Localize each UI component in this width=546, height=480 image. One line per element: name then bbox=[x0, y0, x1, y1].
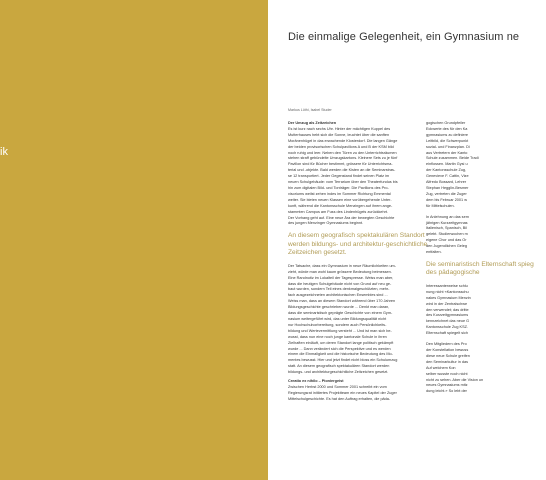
text-line: Eine Randnotiz im Lokalteil der Tagespresse. Weiss man aber, bbox=[288, 275, 394, 280]
text-line: den verwendet; das dritte bbox=[426, 307, 469, 312]
text-line: wird in der Zentralschwe bbox=[426, 301, 468, 306]
text-line: terial und -objekte. Bald werden die Kisten an die Seminarstras- bbox=[288, 168, 396, 173]
text-line: weiter. Sie bieten neuen Klassen eine vorübergehende Unter- bbox=[288, 197, 392, 202]
section-heading: Der Umzug als Zeitzeichen bbox=[288, 121, 337, 125]
text-line: den Seminarkultur in das bbox=[426, 359, 468, 364]
text-line: mentes bewusst. Hier und jetzt findet nicht bloss ein Schulumzug bbox=[288, 358, 398, 363]
text-line: bildung und Wertevermittlung versteht ... Und ist man sich be- bbox=[288, 328, 392, 333]
text-line: Den Mitgliedern des Pro bbox=[426, 342, 467, 347]
section-heading: Creatio ex nihilo – Pioniergeist bbox=[288, 379, 344, 384]
text-line: Stephan Hegglin-Besmer bbox=[426, 185, 469, 190]
text-line: hin zum digitalen Bild- und Tonträger. Die Pavillons des Pro- bbox=[288, 185, 389, 190]
text-line: dass die seminaristisch geprägte Geschichte von einem Gym- bbox=[288, 311, 393, 316]
right-page bbox=[268, 0, 534, 480]
left-page-text-fragment: ik bbox=[0, 146, 8, 158]
text-line: stammten Campus am Fuss des Lindenhügels zurückkehrt. bbox=[288, 209, 389, 214]
text-line: neues Gymnasiums mitz bbox=[426, 383, 468, 388]
text-line: stehen straff gebündelte Umzugskartons. Kleinere Sets zu je fünf bbox=[288, 156, 398, 161]
text-line: Bildungsgeschichte geschrieben wurde ... Denkt man daran, bbox=[288, 305, 390, 310]
text-line: Elternschaft spiegelt sich bbox=[426, 331, 468, 336]
text-line: Alfredo Bossard, Lehrer bbox=[426, 180, 467, 185]
text-line: des jungen Menzinger Gymnasiums beginnt. bbox=[288, 221, 364, 226]
text-line: dass die heutigen Schulgebäude nicht von Grund auf neu ge- bbox=[288, 281, 392, 286]
text-line: Mutterhauses hebt sich die Sonne, leuchtet über die sanften bbox=[288, 132, 390, 137]
text-line: Interessanterweise schlu bbox=[426, 283, 468, 288]
text-line: Der Tatsache, dass ein Gymnasium in neue Räumlichkeiten um- bbox=[288, 263, 396, 268]
text-line: gelebt. Studierwochen m bbox=[426, 232, 468, 237]
authors-line: Markus Lüthi, Isabel Studer bbox=[288, 108, 332, 112]
text-line: Auf welchem Kon bbox=[426, 365, 456, 370]
text-line: wusst, dass nun eine noch junge kantonale Schule in ihren bbox=[288, 334, 387, 339]
text-line: gymnasiums zu definiere bbox=[426, 132, 468, 137]
text-line: statt. An diesem geografisch spektakulären Standort werden bbox=[288, 364, 390, 369]
text-line: der Konstellation bewuss bbox=[426, 348, 469, 352]
pull-quote: An diesem geografisch spektakulären Standort werden bildungs- und architektur-geschichtliche Zeitzeichen gesetzt. bbox=[288, 232, 428, 257]
text-line: nur Hochschulvorbereitung, sondern auch Persönlichkeits- bbox=[288, 322, 387, 327]
text-line: des Kurzzeitgymnasiums bbox=[426, 313, 469, 318]
text-line: Eckwerte des für den Ka bbox=[426, 126, 468, 131]
text-line: visoriums weilst zehen indes im Sommer Richtung Emmental bbox=[288, 191, 391, 196]
text-line: Genevieve F. Cattin, Vize bbox=[426, 174, 469, 179]
text-line: Regierungsrat initiiertes Projektteam ein neues Kapitel der Zuger bbox=[288, 390, 397, 395]
text-line: kennzeichnet das neue G bbox=[426, 319, 470, 324]
text-line: In Anlehnung an das sem bbox=[426, 214, 469, 219]
text-line: für Mittelschulen. bbox=[426, 203, 455, 208]
page-title: Die einmalige Gelegenheit, ein Gymnasium ne bbox=[288, 31, 520, 43]
text-line: der Kantonsschule Zug, bbox=[426, 168, 467, 173]
text-line: bildungs- und architekturgeschichtliche Zeitzeichen gesetzt. bbox=[288, 370, 389, 375]
text-line: einflossen. Martin Gysi u bbox=[426, 162, 468, 167]
text-line: Es ist kurz nach sechs Uhr. Hinter der mächtigen Kuppel des bbox=[288, 126, 391, 131]
text-line: dung leicht.» So lebt der bbox=[426, 389, 467, 394]
text-line: Der Vorhang geht auf. Eine neue Ära der bewegten Geschichte bbox=[288, 215, 395, 220]
text-line: selber wusste noch nicht bbox=[426, 371, 468, 376]
text-line: Weiss man, dass an diesem Standort während über 170 Jahren bbox=[288, 299, 396, 304]
text-line: Moränenhügel in das erwachende Klosterdorf. Die langen Gänge bbox=[288, 138, 398, 143]
text-line: Zielhaften einläuft, um deren Standort lange politisch gekämpft bbox=[288, 340, 394, 345]
text-line: gogischen Grundpfeiler bbox=[426, 121, 466, 125]
text-line: jährigen Kurzzeitgymnas bbox=[426, 220, 468, 225]
text-line: eigene Chor und das Or bbox=[426, 238, 467, 243]
pull-quote: Die seminaristisch Elternschaft spieg des pädagogische bbox=[426, 260, 534, 277]
text-line: dem bis Februar 2001 w bbox=[426, 197, 467, 202]
text-line: nasium weitergeführt wird, das unter Bildungsqualität nicht bbox=[288, 316, 387, 321]
text-line: fach ausgezeichneten architektonischen Ensembles sind ... bbox=[288, 293, 388, 298]
text-line: einem die Einmaligkeit und die historische Bedeutung des Mo- bbox=[288, 352, 393, 357]
text-line: aus Vertretern der Kanto bbox=[426, 150, 468, 155]
text-line: Leitbild, die Schwerpunkt bbox=[426, 138, 469, 143]
text-line: nakes Gymnasium Menzin bbox=[426, 295, 471, 300]
text-line: den Jugendlichen Geleg bbox=[426, 244, 467, 249]
text-line: Schule zusammen. Beide Tradi bbox=[426, 156, 479, 161]
text-line: Mittelschulgeschichte. Es hat den Auftrag erhalten, die päda- bbox=[288, 396, 391, 401]
text-line: kunft, während die Kantonsschule Menzingen auf ihrem ange- bbox=[288, 203, 393, 208]
text-line: nicht zu sehen. Aber die Vision un bbox=[426, 377, 484, 382]
text-column-1 bbox=[288, 121, 431, 403]
text-line: nung nicht «Kantonsschu bbox=[426, 289, 469, 294]
text-line: se 12 transportiert. Jeder Gegenstand findet seinen Platz im bbox=[288, 174, 390, 179]
text-line: Zwischen Herbst 2000 und Sommer 2001 schreibt ein vom bbox=[288, 384, 387, 389]
text-line: neuen Schulgebäude: vom Terrarium über den Theaterfundus bis bbox=[288, 180, 398, 185]
text-line: diese neue Schule greifen bbox=[426, 353, 470, 358]
text-line: zieht, würde man wohl kaum grössere Bedeutung beimessen. bbox=[288, 269, 392, 274]
text-line: der beiden provisorischen Schulpavillons A und B der KSM bild bbox=[288, 144, 394, 149]
text-column-2 bbox=[426, 121, 546, 395]
text-line: Pavillon sind für Bücher bestimmt, grössere für Unterrichtsma- bbox=[288, 162, 393, 167]
text-line: Zug, vertreten die Zuger bbox=[426, 191, 467, 196]
text-line: noch ruhig und leer. Neben den Türen zu den Unterrichtsräumen bbox=[288, 150, 397, 155]
left-page-color-panel bbox=[0, 0, 268, 480]
text-line: sozial- und Finanzplan. Di bbox=[426, 144, 470, 149]
text-line: baut wurden, sondern Teil eines denkmalgeschützten, mehr- bbox=[288, 287, 390, 292]
text-line: wurde ... Dann verändert sich die Perspektive und es werden bbox=[288, 346, 391, 351]
text-line: Italienisch, Spanisch, Bil bbox=[426, 226, 467, 231]
text-line: Kantonsschule Zug KSZ. bbox=[426, 325, 468, 330]
text-line: entfalten. bbox=[426, 250, 442, 255]
